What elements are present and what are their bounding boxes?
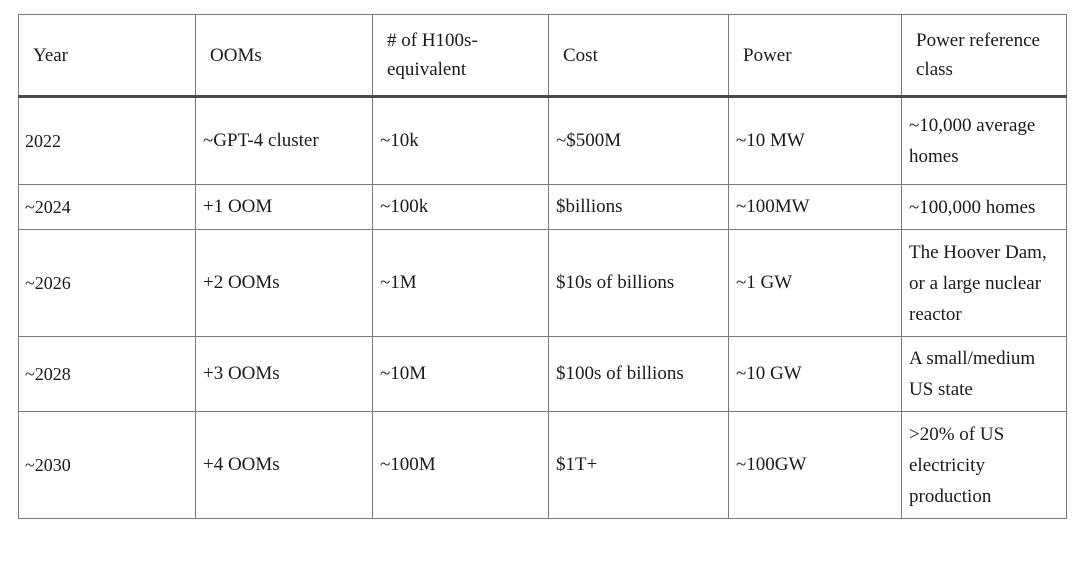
- table-row: [19, 230, 1067, 337]
- cell-year: 2022: [19, 97, 196, 185]
- cell-year: ~2024: [19, 185, 196, 230]
- table-row: [19, 185, 1067, 230]
- header-ooms: OOMs: [196, 15, 373, 97]
- cell-power-reference: A small/medium US state: [902, 337, 1067, 412]
- cell-power-reference: The Hoover Dam, or a large nuclear reactor: [902, 230, 1067, 337]
- cell-year: ~2028: [19, 337, 196, 412]
- cell-power: ~1 GW: [729, 230, 902, 337]
- header-year: Year: [19, 15, 196, 97]
- cell-h100s: ~100M: [373, 412, 549, 519]
- header-power: Power: [729, 15, 902, 97]
- cell-power-reference: ~100,000 homes: [902, 185, 1067, 230]
- cell-h100s: ~10M: [373, 337, 549, 412]
- cell-year: ~2026: [19, 230, 196, 337]
- header-row: [19, 15, 1067, 97]
- cell-ooms: +3 OOMs: [196, 337, 373, 412]
- cell-ooms: +2 OOMs: [196, 230, 373, 337]
- cell-ooms: +1 OOM: [196, 185, 373, 230]
- table-row: [19, 97, 1067, 185]
- cell-ooms: ~GPT-4 cluster: [196, 97, 373, 185]
- compute-scaling-table: [18, 14, 1067, 519]
- cell-power: ~10 MW: [729, 97, 902, 185]
- cell-h100s: ~10k: [373, 97, 549, 185]
- cell-h100s: ~100k: [373, 185, 549, 230]
- cell-power-reference: ~10,000 average homes: [902, 97, 1067, 185]
- cell-cost: ~$500M: [549, 97, 729, 185]
- cell-cost: $1T+: [549, 412, 729, 519]
- cell-power: ~100GW: [729, 412, 902, 519]
- compute-scaling-table-container: [18, 14, 1066, 519]
- cell-year: ~2030: [19, 412, 196, 519]
- cell-h100s: ~1M: [373, 230, 549, 337]
- cell-power-reference: >20% of US electricity production: [902, 412, 1067, 519]
- cell-cost: $10s of billions: [549, 230, 729, 337]
- header-cost: Cost: [549, 15, 729, 97]
- cell-cost: $billions: [549, 185, 729, 230]
- header-power-reference-class: Power reference class: [902, 15, 1067, 97]
- cell-ooms: +4 OOMs: [196, 412, 373, 519]
- header-h100s-equivalent: # of H100s-equivalent: [373, 15, 549, 97]
- table-row: [19, 412, 1067, 519]
- table-row: [19, 337, 1067, 412]
- cell-power: ~10 GW: [729, 337, 902, 412]
- cell-power: ~100MW: [729, 185, 902, 230]
- cell-cost: $100s of billions: [549, 337, 729, 412]
